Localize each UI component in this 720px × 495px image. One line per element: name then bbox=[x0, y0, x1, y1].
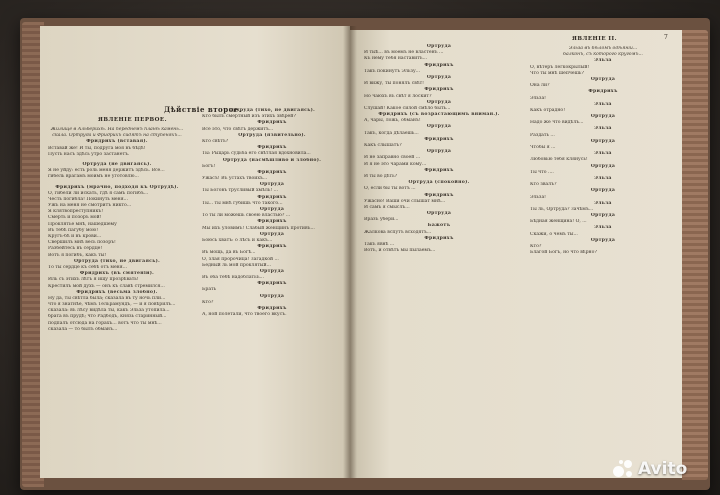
speaker-name: Фридрихъ bbox=[424, 62, 454, 68]
text-line: Богъ! bbox=[202, 163, 216, 169]
speaker-name: Ортруда bbox=[426, 99, 452, 105]
left-page-column-2 bbox=[202, 108, 342, 318]
act-heading: Дѣйствіе второе. bbox=[164, 105, 242, 114]
text-line: Честь погибла! Покинуть меня... bbox=[48, 196, 128, 202]
text-line: гибель врагамъ моимъ не уготовлю... bbox=[48, 174, 139, 180]
speaker-name: Фридрихъ bbox=[257, 219, 287, 225]
text-line: Разбейтесь въ сердце! bbox=[48, 246, 103, 252]
text-line: Вотъ я погибъ, какъ ты! bbox=[48, 252, 107, 258]
text-line: И не заправно своей ... bbox=[364, 155, 421, 161]
text-line: Жалкова вспутъ всходятъ... bbox=[364, 229, 432, 235]
text-line: Благой Богъ, но что вѣрно? bbox=[530, 250, 597, 256]
text-line: И ты во дѣть? bbox=[364, 173, 398, 179]
text-line: Въ тебѣ пагубу мою! bbox=[48, 227, 99, 233]
speaker-name: Эльза bbox=[594, 200, 612, 206]
speaker-name: Фридрихъ bbox=[257, 169, 287, 175]
text-line: Въ оба тебѣ надоблатьъ... bbox=[202, 275, 264, 281]
speaker-name: Ортруда bbox=[259, 207, 285, 212]
stage-direction: Жилище в Альберихѣ. На переднемъ планѣ камень... bbox=[50, 127, 184, 132]
text-line: А, ной полетали, что твоего вкусъ. bbox=[202, 312, 287, 318]
speaker-name: Фридрихъ bbox=[257, 281, 287, 287]
text-line: И я не это чарами кому... bbox=[364, 161, 427, 167]
stage-direction: Эльза въ бѣломъ одѣяніи... bbox=[568, 46, 638, 51]
text-line: Надо же что видѣлъ... bbox=[530, 120, 584, 126]
text-line: Иль съ этихъ лѣтъ я ищу прозрѣвать! bbox=[48, 277, 139, 283]
text-line: Боюсь хватъ: о лѣсъ и какъ... bbox=[202, 237, 273, 243]
text-line: Кто? bbox=[530, 244, 542, 249]
text-line: Ужасъ! Въ устахъ твоихъ... bbox=[202, 176, 268, 182]
text-line: сказала: въ лѣсу видѣла ты, какъ Эльза утопила... bbox=[48, 308, 170, 314]
speaker-name: Ортруда bbox=[426, 124, 452, 130]
text-line: Что ты мнѣ шепчешь? bbox=[530, 70, 584, 76]
page-number: 7 bbox=[664, 34, 668, 41]
text-line: Какъ отрадно! bbox=[530, 107, 566, 113]
text-line: Слушай! Какое силой смѣло быть... bbox=[364, 105, 451, 111]
right-page-column-1 bbox=[364, 44, 514, 254]
text-line: Эльза! bbox=[530, 95, 547, 101]
text-line: Скажи, о чемъ ты... bbox=[530, 231, 578, 237]
text-line: Ты ль, Ортруда? Зачѣмъ... bbox=[530, 206, 594, 212]
speaker-name: Фридрихъ (съ возрастающимъ вниман.). bbox=[378, 112, 500, 118]
text-line: Брать bbox=[202, 287, 217, 293]
text-line: что я знатнѣе, чѣмъ Тельрамундъ, — и я повѣрилъ... bbox=[48, 302, 176, 308]
text-line: Вотъ, и отвѣтъ мы пылаемъ... bbox=[364, 248, 436, 254]
left-page-column-1 bbox=[48, 127, 186, 333]
text-line: Бедный ль мой проклятый... bbox=[202, 262, 271, 268]
text-line: Вразъ убери... bbox=[364, 217, 399, 223]
text-line: Кто былъ смертный изъ этихъ звѣрей? bbox=[202, 114, 296, 120]
speaker-name: Ортруда bbox=[426, 149, 452, 155]
speaker-name: Ортруда (тихо, не двигаясь). bbox=[73, 258, 161, 264]
text-line: Ну да, ты свѣтла была; сказала въ ту ночь пли... bbox=[48, 295, 166, 301]
text-line: И тыѣ... въ моёмъ не властенъ ... bbox=[364, 50, 444, 56]
text-line: И вижу, ты понялъ свѣт! bbox=[364, 81, 425, 87]
speaker-name: Фридрихъ bbox=[424, 235, 454, 241]
speaker-name: Фридрихъ (въ смятеніи). bbox=[79, 271, 155, 277]
speaker-name: Ортруда (спокойно). bbox=[408, 180, 470, 186]
speaker-name: Фридрихъ bbox=[257, 194, 287, 200]
stage-direction: балконъ, съ которого кругомъ... bbox=[563, 52, 643, 58]
left-page bbox=[40, 26, 350, 478]
text-line: подпалъ отсюда на горахъ... вотъ что ты мнѣ... bbox=[48, 320, 162, 326]
speaker-name: Ортруда bbox=[426, 74, 452, 80]
text-line: Кто? bbox=[202, 299, 214, 305]
text-line: Мы ихъ уловимъ! Слабый женщинъ противъ... bbox=[202, 225, 315, 231]
speaker-name: Фридрихъ bbox=[257, 120, 287, 126]
text-line: брата въ прудѣ; что Радбодъ, князь старинный... bbox=[48, 314, 167, 320]
text-line: О, злая пророчица! Загадкой ... bbox=[202, 256, 279, 262]
book-gutter bbox=[343, 26, 357, 478]
avito-logo-icon bbox=[613, 458, 635, 480]
speaker-name: Фридрихъ (мрачно, подходя къ Ортрудѣ). bbox=[55, 184, 179, 190]
speaker-name: Эльза bbox=[594, 58, 612, 64]
text-line: Ты что .... bbox=[530, 169, 554, 175]
speaker-name: Фридрихъ bbox=[424, 167, 454, 173]
right-page bbox=[350, 30, 682, 478]
speaker-name: Ортруда bbox=[259, 231, 285, 237]
speaker-name: Эльза bbox=[594, 175, 612, 181]
text-line: Я клятвопреступникъ! bbox=[48, 209, 104, 215]
text-line: Въ мощь, да въ Богѣ... bbox=[202, 250, 256, 256]
text-line: Проклятье мнѣ, нашедшему bbox=[48, 221, 117, 227]
avito-watermark bbox=[613, 457, 687, 481]
text-line: Раздать ... bbox=[530, 132, 555, 138]
text-line: Ты Боговъ трусливый хмѣль! ... bbox=[202, 188, 279, 194]
text-line: Эльза! bbox=[530, 194, 547, 200]
speaker-name: Ортруда bbox=[259, 182, 285, 188]
speaker-name: Эльза bbox=[594, 101, 612, 107]
speaker-name: Фридрихъ (вставая). bbox=[86, 139, 148, 145]
speaker-name: Фридрихъ (весьма злобно). bbox=[76, 289, 158, 295]
speaker-name: Фридрихъ bbox=[424, 87, 454, 93]
speaker-name: Фридрихъ bbox=[424, 192, 454, 198]
text-line: То ты сердце къ себѣ отъ меня... bbox=[48, 264, 128, 270]
text-line: Къ нему тебя наставитъ... bbox=[364, 56, 427, 62]
text-line: Вставай же! И ты, подруга моя въ бѣдѣ! bbox=[48, 145, 146, 151]
text-line: Ты: Рыцарь судьба его свѣтлая вдохновила... bbox=[202, 151, 311, 157]
speaker-name: Ортруда (насмѣшливо и злобно). bbox=[222, 157, 322, 163]
text-line: Все это, что свѣтъ держитъ... bbox=[202, 126, 274, 132]
speaker-name: Эльза bbox=[594, 225, 612, 231]
text-line: Кругъ-бѣ и въ крови... bbox=[48, 234, 102, 239]
text-line: О, гибели ли искать, гдѣ я самъ погибъ... bbox=[48, 190, 149, 196]
text-line: Бѣдная женщина! О, ... bbox=[530, 219, 587, 225]
speaker-name: Ортруда bbox=[259, 268, 285, 274]
speaker-name: Ортруда bbox=[590, 76, 616, 82]
text-line: Чтобы я ... bbox=[530, 145, 556, 150]
text-line: Ужасно! Ваши очи слышат мнѣ... bbox=[364, 198, 446, 204]
text-line: Смерть и позоръ мой! bbox=[48, 215, 102, 221]
avito-brand-text: Avito bbox=[638, 459, 688, 479]
text-line: Ужъ на меня не смотритъ никто... bbox=[48, 203, 132, 209]
speaker-name: Эльза bbox=[594, 126, 612, 132]
text-line: Я не уйду: есть роль меня держитъ здѣсь. Все... bbox=[48, 168, 165, 174]
speaker-name: Фридрихъ bbox=[257, 145, 287, 151]
scene-heading-right: ЯВЛЕНІЕ II. bbox=[572, 36, 617, 42]
speaker-name: Ортруда (не двигаясь). bbox=[82, 161, 152, 167]
speaker-name: Ортруда (язвительно). bbox=[238, 132, 306, 138]
speaker-name: Ортруда bbox=[590, 237, 616, 243]
speaker-name: Ортруда bbox=[590, 163, 616, 169]
speaker-name: Ортруда bbox=[426, 44, 452, 49]
speaker-name: Эльза bbox=[594, 151, 612, 157]
text-line: сказала — то былъ обманъ... bbox=[48, 326, 118, 332]
scene-heading: ЯВЛЕНІЕ ПЕРВОЕ. bbox=[98, 117, 167, 123]
text-line: Крестилъ мой духъ — онъ къ славѣ стремился... bbox=[48, 283, 165, 289]
speaker-name: Ортруда bbox=[259, 293, 285, 299]
speaker-name: Ортруда bbox=[590, 213, 616, 219]
text-line: О, вѣтеръ легкокрылый! bbox=[530, 64, 590, 70]
speaker-name: Ортруда bbox=[590, 188, 616, 194]
speaker-name: Фридрихъ bbox=[257, 306, 287, 311]
text-line: Какъ слышатъ? bbox=[364, 143, 402, 148]
text-line: О, если бы ты вотъ ... bbox=[364, 186, 416, 192]
text-line: Такъ явнѣ ... bbox=[364, 242, 395, 247]
stage-direction: скала. Ортруда и Фридрихъ сидятъ на ступеняхъ... bbox=[52, 133, 182, 139]
speaker-name: Бажотъ bbox=[427, 223, 451, 229]
text-line: И самъ я смыслъ... bbox=[364, 204, 410, 210]
text-line: А, чары, ложь, обманъ! bbox=[364, 118, 421, 124]
text-line: То ты ли можешь своею властью? ... bbox=[202, 213, 291, 219]
text-line: Но чаюхъ въ свѣт я лоскит? bbox=[364, 93, 432, 99]
speaker-name: Фридрихъ bbox=[424, 136, 454, 142]
text-line: Такъ покинутъ Эльзу... bbox=[364, 68, 421, 74]
book-page-edges-right bbox=[682, 30, 708, 480]
text-line: Такъ, когда дѣлаешь... bbox=[364, 130, 419, 136]
text-line: Свершилъ мнѣ весь позоръ! bbox=[48, 240, 116, 246]
text-line: Пусть насъ здѣсь утро застанетъ. bbox=[48, 151, 130, 157]
speaker-name: Ортруда bbox=[590, 138, 616, 144]
speaker-name: Ортруда bbox=[590, 114, 616, 120]
right-page-column-2 bbox=[530, 46, 676, 256]
speaker-name: Фридрихъ bbox=[588, 89, 618, 95]
speaker-name: Фридрихъ bbox=[257, 244, 287, 250]
text-line: Ты... ты мнѣ губишь что такого... bbox=[202, 200, 283, 206]
speaker-name: Ортруда (тихо, не двигаясь). bbox=[228, 108, 316, 113]
text-line: Кто звалъ? bbox=[530, 182, 557, 188]
text-line: Кто свѣтъ? bbox=[202, 138, 229, 144]
text-line: Любовью тебя клянусь! bbox=[530, 157, 588, 163]
text-line: Она ли? bbox=[530, 83, 550, 89]
speaker-name: Ортруда bbox=[426, 211, 452, 217]
